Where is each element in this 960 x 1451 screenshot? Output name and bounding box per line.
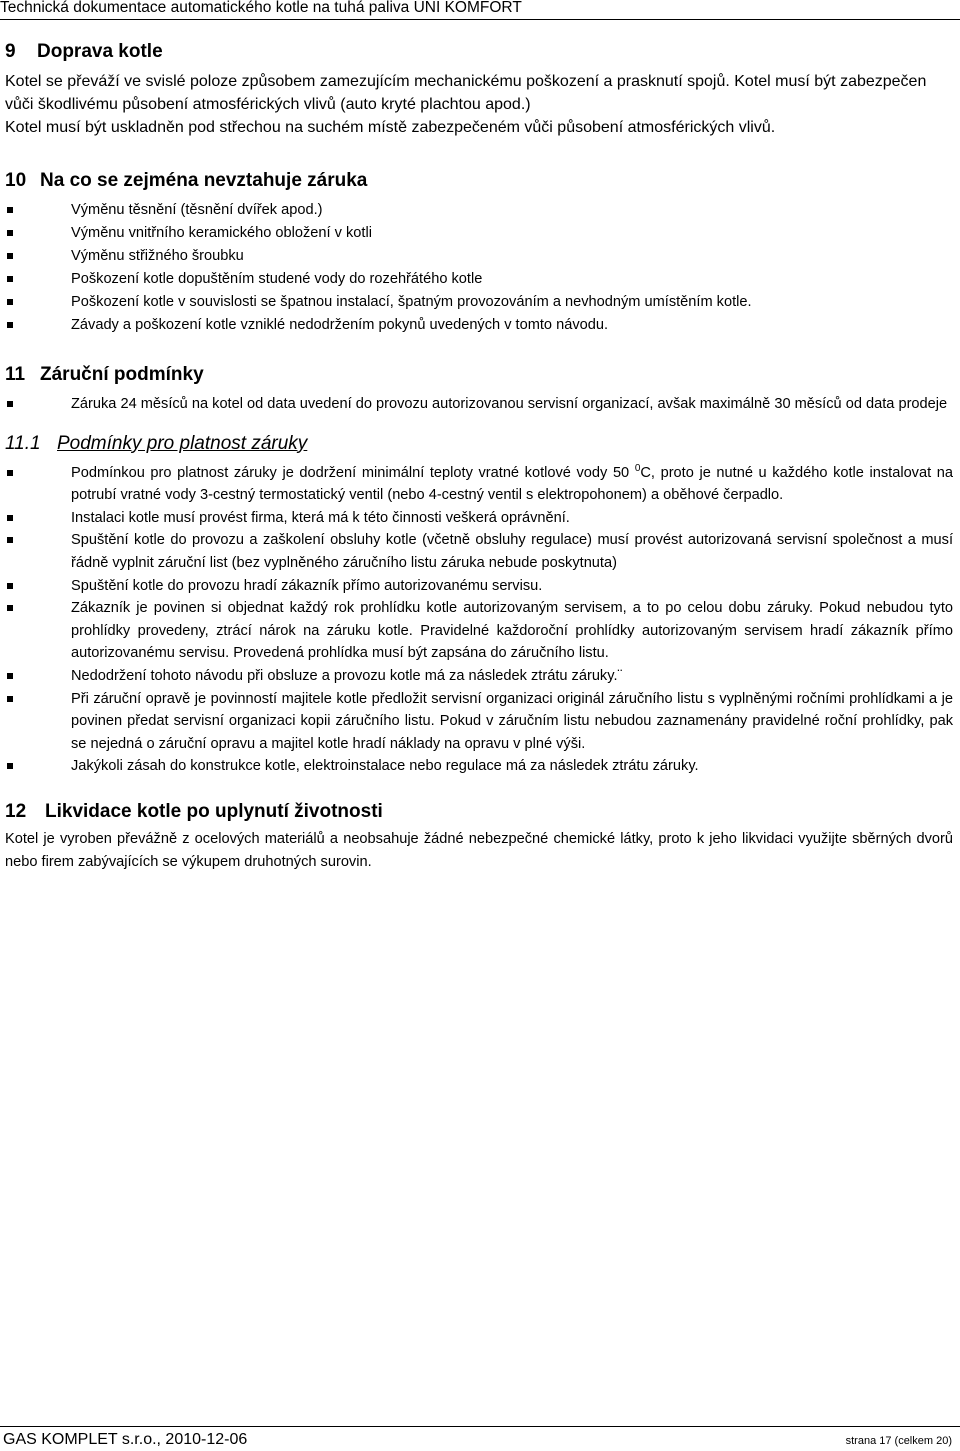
running-header <box>0 0 960 20</box>
exclusions-list <box>5 199 953 337</box>
bullet-icon <box>7 470 13 476</box>
list-item: Výměnu vnitřního keramického obložení v kotli <box>5 222 953 245</box>
section-number: 11.1 <box>5 432 41 454</box>
section-number: 9 <box>5 41 16 62</box>
warranty-terms-list <box>5 393 953 416</box>
superscript-degree: 0 <box>634 462 641 474</box>
section-title: Doprava kotle <box>37 41 163 62</box>
section-title: Záruční podmínky <box>40 364 204 385</box>
footer-company-date: GAS KOMPLET s.r.o., 2010-12-06 <box>3 1431 248 1448</box>
list-item: Nedodržení tohoto návodu při obsluze a provozu kotle má za následek ztrátu záruky.¨ <box>5 665 953 688</box>
bullet-icon <box>7 763 13 769</box>
bullet-icon <box>7 537 13 543</box>
footer-rule <box>0 1426 960 1427</box>
bullet-icon <box>7 515 13 521</box>
section-title: Likvidace kotle po uplynutí životnosti <box>45 800 383 822</box>
bullet-icon <box>7 276 13 282</box>
section-9-heading <box>5 40 953 64</box>
list-item: Výměnu střižného šroubku <box>5 245 953 268</box>
bullet-icon <box>7 696 13 702</box>
transport-paragraph: Kotel se převáží ve svislé poloze způsobem zamezujícím mechanickému poškození a prasknutí spojů. Kotel musí být zabezpečen vůči škodlivému působení atmosférických vlivů (auto kryté plachtou apod.) <box>5 73 927 113</box>
bullet-icon <box>7 673 13 679</box>
list-item: Instalaci kotle musí provést firma, která má k této činnosti veškerá oprávnění. <box>5 507 953 530</box>
list-item: Jakýkoli zásah do konstrukce kotle, elektroinstalace nebo regulace má za následek ztrátu záruky. <box>5 755 953 778</box>
list-item: Podmínkou pro platnost záruky je dodržení minimální teploty vratné kotlové vody 50 $^0$C, proto je nutné u každého kotle instalovat na potrubí vratné vody 3-cestný termostatický ventil (nebo 4-cestný ventil s elektropohonem) a oběhové čerpadlo. <box>5 462 953 507</box>
section-number: 11 <box>5 364 26 385</box>
bullet-icon <box>7 207 13 213</box>
list-item: Při záruční opravě je povinností majitele kotle předložit servisní organizaci originál záručního listu s vyplněnými ročními prohlídkami a je povinen předat servisní organizaci kopii záručního listu. Pokud v záručním listu nebudou zaznamenány pravidelné roční prohlídky, pak se nejedná o záruční opravu a majitel kotle hradí náklady na opravu v plné výši. <box>5 688 953 756</box>
list-item: Spuštění kotle do provozu a zaškolení obsluhy kotle (včetně obsluhy regulace) musí provést autorizovaná servisní společnost a musí řádně vyplnit záruční list (bez vyplněného záručního listu záruka nebude poskytnuta) <box>5 529 953 574</box>
list-item: Spuštění kotle do provozu hradí zákazník přímo autorizovanému servisu. <box>5 575 953 598</box>
bullet-icon <box>7 322 13 328</box>
list-item: Poškození kotle v souvislosti se špatnou instalací, špatným provozováním a nevhodným umístěním kotle. <box>5 291 953 314</box>
storage-paragraph: Kotel musí být uskladněn pod střechou na suchém místě zabezpečeném vůči působení atmosférických vlivů. <box>5 119 776 136</box>
list-item: Závady a poškození kotle vzniklé nedodržením pokynů uvedených v tomto návodu. <box>5 314 953 337</box>
section-number: 10 <box>5 170 27 191</box>
header-rule <box>0 19 960 20</box>
warranty-validity-list <box>5 462 953 778</box>
page-content <box>5 40 953 874</box>
bullet-icon <box>7 253 13 259</box>
section-12-heading <box>5 800 953 824</box>
header-title: Technická dokumentace automatického kotle na tuhá paliva UNI KOMFORT <box>0 0 522 16</box>
list-item: Poškození kotle dopuštěním studené vody do rozehřátého kotle <box>5 268 953 291</box>
list-item: Výměnu těsnění (těsnění dvířek apod.) <box>5 199 953 222</box>
footer-page-number: strana 17 (celkem 20) <box>845 1435 952 1447</box>
disposal-paragraph: Kotel je vyroben převážně z ocelových materiálů a neobsahuje žádné nebezpečné chemické látky, proto k jeho likvidaci využijte sběrných dvorů nebo firem zabývajících se výkupem druhotných surovin. <box>5 830 953 870</box>
bullet-icon <box>7 299 13 305</box>
section-title: Na co se zejména nevztahuje záruka <box>40 170 368 191</box>
section-11-1-heading <box>5 432 953 456</box>
section-title: Podmínky pro platnost záruky <box>57 432 308 454</box>
bullet-icon <box>7 583 13 589</box>
section-number: 12 <box>5 800 27 822</box>
bullet-icon <box>7 605 13 611</box>
bullet-icon <box>7 401 13 407</box>
section-10-heading <box>5 169 953 193</box>
list-item: Záruka 24 měsíců na kotel od data uvedení do provozu autorizovanou servisní organizací, avšak maximálně 30 měsíců od data prodeje <box>5 393 953 416</box>
bullet-icon <box>7 230 13 236</box>
list-item: Zákazník je povinen si objednat každý rok prohlídku kotle autorizovaným servisem, a to po celou dobu záruky. Pokud nebudou tyto prohlídky provedeny, ztrácí nárok na záruku kotle. Pravidelné každoroční prohlídky autorizovaným servisem hradí zákazník přímo autorizovanému servisu. Provedená prohlídka musí být zapsána do záručního listu. <box>5 597 953 665</box>
section-11-heading <box>5 363 953 387</box>
